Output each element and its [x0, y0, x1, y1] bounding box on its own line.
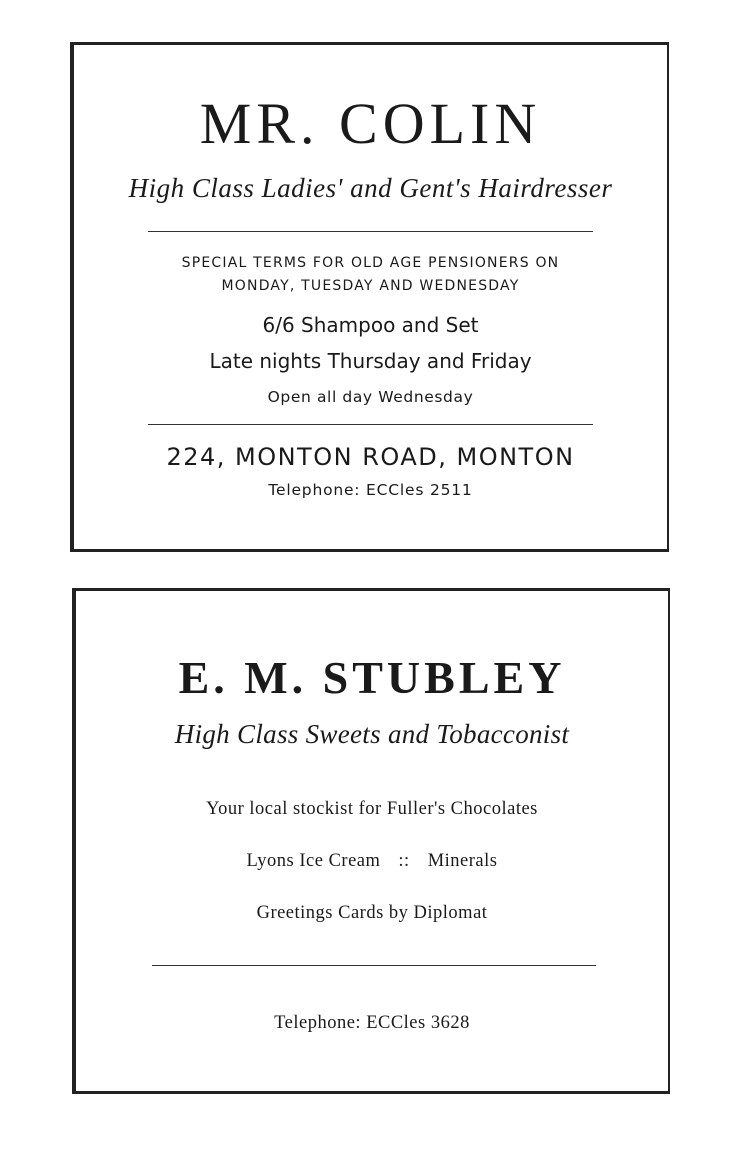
- open-hours: Open all day Wednesday: [267, 388, 474, 406]
- products-line: [76, 851, 668, 872]
- advert-e-m-stubley: [72, 588, 670, 1094]
- product-ice-cream: Lyons Ice Cream: [246, 851, 381, 871]
- advert-title: E. M. STUBLEY: [178, 652, 566, 703]
- telephone: Telephone: ECCles 3628: [274, 1013, 470, 1033]
- product-minerals: Minerals: [427, 851, 498, 871]
- shampoo-offer: 6/6 Shampoo and Set: [262, 313, 479, 337]
- special-terms-line-1: SPECIAL TERMS FOR OLD AGE PENSIONERS ON: [181, 255, 560, 271]
- advert-subtitle: High Class Sweets and Tobacconist: [174, 719, 570, 749]
- divider: [148, 424, 593, 425]
- advert-mr-colin: [70, 42, 669, 552]
- stockist-line: Your local stockist for Fuller's Chocolates: [206, 799, 538, 819]
- advert-subtitle: High Class Ladies' and Gent's Hairdresser: [128, 173, 613, 203]
- advert-title: MR. COLIN: [199, 91, 542, 156]
- late-nights: Late nights Thursday and Friday: [209, 349, 532, 373]
- greetings-cards-line: Greetings Cards by Diplomat: [256, 903, 488, 923]
- telephone: Telephone: ECCles 2511: [268, 481, 473, 499]
- divider: [152, 965, 596, 966]
- address: 224, MONTON ROAD, MONTON: [166, 443, 575, 471]
- divider: [148, 231, 593, 232]
- special-terms-line-2: MONDAY, TUESDAY AND WEDNESDAY: [221, 278, 520, 294]
- separator: ::: [398, 851, 410, 871]
